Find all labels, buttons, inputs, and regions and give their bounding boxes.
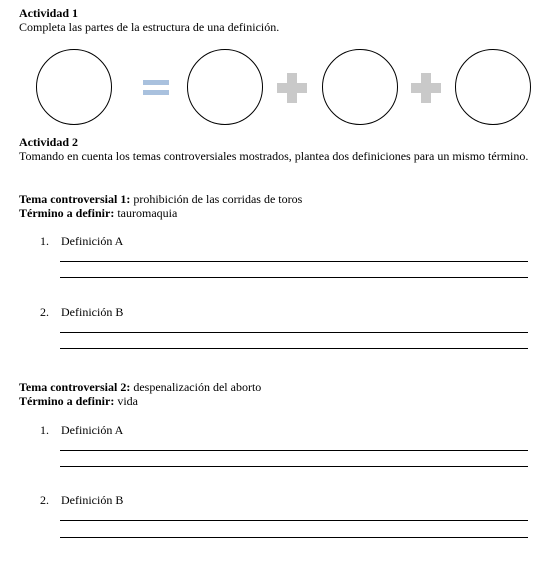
term2-line xyxy=(19,394,138,408)
topic1-definition-b-line2[interactable] xyxy=(60,348,528,349)
term1-label: Término a definir: xyxy=(19,206,115,220)
topic2-definition-a-label: 1. Definición A xyxy=(40,423,124,437)
topic1-definition-a-line2[interactable] xyxy=(60,277,528,278)
difference-circle[interactable] xyxy=(322,49,398,125)
topic2-value: despenalización del aborto xyxy=(133,380,262,394)
topic1-definition-a-label: 1. Definición A xyxy=(40,234,124,248)
term1-value: tauromaquia xyxy=(117,206,178,220)
property-circle[interactable] xyxy=(455,49,531,125)
topic2-definition-b-line2[interactable] xyxy=(60,537,528,538)
topic1-label: Tema controversial 1: xyxy=(19,192,131,206)
term2-label: Término a definir: xyxy=(19,394,115,408)
activity1-instruction: Completa las partes de la estructura de una definición. xyxy=(19,20,280,34)
topic1-definition-b-label: 2. Definición B xyxy=(40,305,124,319)
activity2-instruction: Tomando en cuenta los temas controversiales mostrados, plantea dos definiciones para un mismo término. xyxy=(19,149,529,163)
topic1-line xyxy=(19,192,302,206)
topic2-definition-b-label: 2. Definición B xyxy=(40,493,124,507)
topic1-value: prohibición de las corridas de toros xyxy=(133,192,303,206)
genus-circle[interactable] xyxy=(187,49,263,125)
activity2-title: Actividad 2 xyxy=(19,135,79,149)
activity1-title: Actividad 1 xyxy=(19,6,79,20)
topic2-definition-a-line2[interactable] xyxy=(60,466,528,467)
topic2-definition-b-line1[interactable] xyxy=(60,520,528,521)
term-circle[interactable] xyxy=(36,49,112,125)
topic2-label: Tema controversial 2: xyxy=(19,380,131,394)
topic2-definition-a-line1[interactable] xyxy=(60,450,528,451)
term2-value: vida xyxy=(117,394,138,408)
term1-line xyxy=(19,206,177,220)
topic1-definition-a-line1[interactable] xyxy=(60,261,528,262)
topic2-line xyxy=(19,380,261,394)
topic1-definition-b-line1[interactable] xyxy=(60,332,528,333)
